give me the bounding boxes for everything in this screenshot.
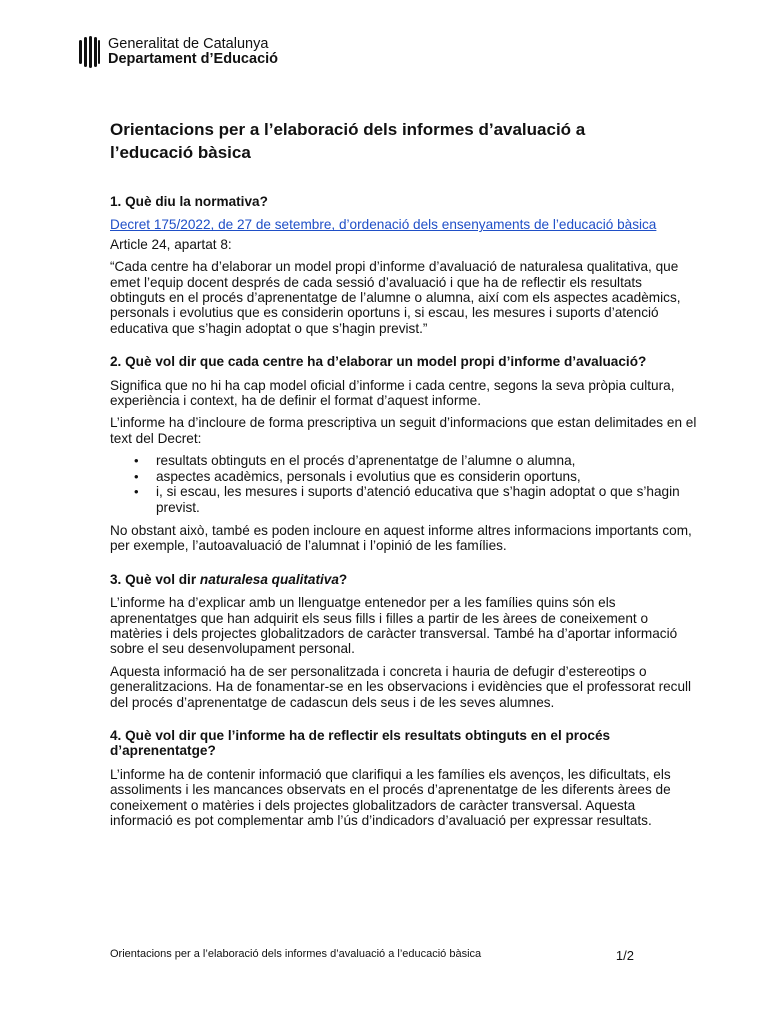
section-4-paragraph: L’informe ha de contenir informació que clarifiqui a les famílies els avenços, les dificultats, els assoliments i les mancances observats en el procés d’aprenentatge de les diferents àrees de coneixement o matèries i dels projectes globalitzadors de caràcter transversal. Aquesta informació es pot complementar amb l’ús d’indicadors d’avaluació per expressar resultats. (110, 766, 671, 828)
department-name: Departament d’Educació (108, 51, 279, 67)
document-body (110, 118, 700, 846)
page-footer (110, 948, 634, 963)
list-item: • aspectes acadèmics, personals i evolutius que es considerin oportuns, (156, 469, 700, 484)
section-2 (110, 354, 700, 553)
article-reference: Article 24, apartat 8: (110, 236, 232, 252)
decree-link[interactable]: Decret 175/2022, de 27 de setembre, d’ordenació dels ensenyaments de l’educació bàsica (110, 217, 657, 233)
section-3-paragraph: Aquesta informació ha de ser personalitzada i concreta i hauria de defugir d’estereotips o generalitzacions. Ha de fonamentar-se en les observacions i evidències que el professorat recull del procés d’aprenentatge de cadascun dels seus i de les seves alumnes. (110, 663, 692, 710)
decree-quote: “Cada centre ha d’elaborar un model propi d’informe d’avaluació de naturalesa qualitativa, que emet l’equip docent després de cada sessió d’avaluació i que ha de reflectir els resultats obtinguts en el procés d’aprenentatge de l’alumne o alumna, així com els aspectes acadèmics, personals i evolutius que es considerin oportuns i, si escau, les mesures i suports d’atenció educativa que s’hagin adoptat o que s’hagin previst.” (110, 259, 681, 336)
list-item: • resultats obtinguts en el procés d’aprenentatge de l’alumne o alumna, (156, 453, 700, 468)
section-2-list (110, 453, 700, 515)
generalitat-logo-icon (78, 36, 100, 68)
section-2-paragraph: No obstant això, també es poden incloure en aquest informe altres informacions importants com, per exemple, l’autoavaluació de l’alumnat i l’opinió de les famílies. (110, 522, 692, 554)
section-2-paragraph: L’informe ha d’incloure de forma prescriptiva un seguit d’informacions que estan delimitades en el text del Decret: (110, 415, 697, 446)
section-1-heading: 1. Què diu la normativa? (110, 194, 268, 209)
section-4-heading: 4. Què vol dir que l’informe ha de reflectir els resultats obtinguts en el procés d’aprenentatge? (110, 727, 611, 759)
organization-name (108, 37, 278, 67)
document-title: Orientacions per a l’elaboració dels informes d’avaluació a l’educació bàsica (110, 120, 586, 162)
section-3 (110, 572, 700, 710)
heading-italic: naturalesa qualitativa (199, 571, 339, 587)
page-number: 1/2 (615, 948, 634, 963)
header (78, 32, 278, 72)
heading-prefix: 3. Què vol dir (110, 571, 200, 587)
section-3-heading (110, 572, 700, 587)
section-2-paragraph: Significa que no hi ha cap model oficial d’informe i cada centre, segons la seva pròpia cultura, experiència i context, ha de definir el format d’aquest informe. (110, 377, 675, 409)
section-4 (110, 728, 700, 828)
section-3-paragraph: L’informe ha d’explicar amb un llenguatge entenedor per a les famílies quins són els aprenentatges que han adquirit els seus fills i filles a partir de les àrees de coneixement o matèries i dels projectes globalitzadors de caràcter transversal. També ha d’aportar informació sobre el seu desenvolupament personal. (110, 595, 678, 657)
section-2-heading: 2. Què vol dir que cada centre ha d’elaborar un model propi d’informe d’avaluació? (110, 354, 647, 370)
section-1 (110, 194, 700, 336)
heading-suffix: ? (338, 571, 348, 587)
footer-text: Orientacions per a l’elaboració dels informes d’avaluació a l’educació bàsica (110, 948, 482, 960)
list-item: • i, si escau, les mesures i suports d’atenció educativa que s’hagin adoptat o que s’hagin previst. (156, 484, 700, 515)
org-name: Generalitat de Catalunya (108, 36, 269, 52)
